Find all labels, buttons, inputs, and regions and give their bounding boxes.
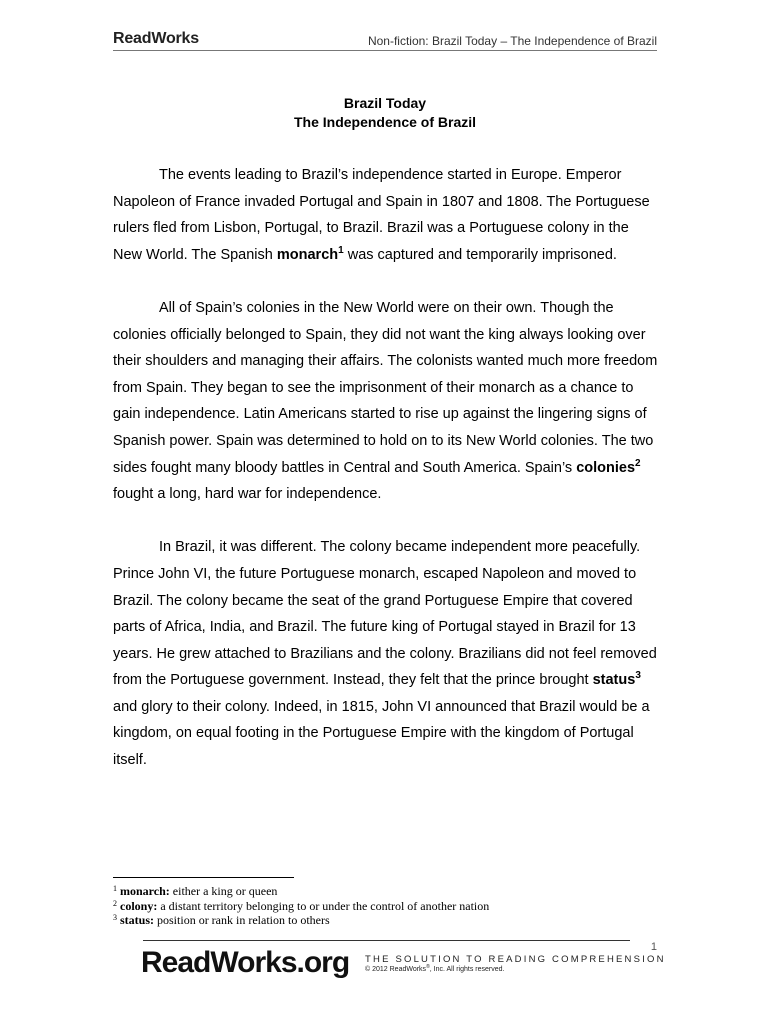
footer-copyright xyxy=(365,966,504,973)
footnote-number: 1 xyxy=(113,884,117,893)
header-logo: ReadWorks xyxy=(113,30,199,47)
copyright-text-pre: © 2012 ReadWorks xyxy=(365,966,427,973)
footer-tagline: THE SOLUTION TO READING COMPREHENSION xyxy=(365,954,666,965)
title-line-2: The Independence of Brazil xyxy=(293,114,477,130)
footnote-definition: a distant territory belonging to or under the control of another nation xyxy=(157,898,490,913)
footnote-definition: either a king or queen xyxy=(169,884,278,898)
footnote-number: 3 xyxy=(113,913,117,922)
footnote-ref-3: 3 xyxy=(635,670,641,682)
paragraph-1-text-after: was captured and temporarily imprisoned. xyxy=(343,246,617,263)
paragraph-2 xyxy=(113,295,660,508)
paragraph-2-text-after: fought a long, hard war for independence. xyxy=(113,486,382,503)
footnote-term: status: xyxy=(120,913,155,927)
page-number: 1 xyxy=(650,941,657,953)
paragraph-1-text-before: The events leading to Brazil’s independence started in Europe. Emperor Napoleon of France invaded Portugal and Spain in 1807 and 1808. The Portuguese rulers fled from Lisbon, Portugal, to Brazil. Brazil was a Portuguese colony in the New World. The Spanish xyxy=(113,167,650,263)
vocab-term-monarch: monarch xyxy=(276,246,339,263)
header-rule xyxy=(113,50,657,51)
paragraph-2-text-before: All of Spain’s colonies in the New World were on their own. Though the colonies officially belonged to Spain, they did not want the king always looking over their shoulders and managing their affairs. The colonists wanted much more freedom from Spain. They began to see the imprisonment of their monarch as a chance to gain independence. Latin Americans started to rise up against the lingering signs of Spanish power. Spain was determined to hold on to its New World colonies. The two sides fought many bloody battles in Central and South America. Spain’s xyxy=(113,299,658,476)
footnote-ref-2: 2 xyxy=(635,457,641,469)
article-body xyxy=(113,162,660,800)
header-title: Non-fiction: Brazil Today – The Independence of Brazil xyxy=(367,34,657,48)
footnote-term: colony: xyxy=(120,898,158,913)
paragraph-3 xyxy=(113,534,660,773)
footnote-rule xyxy=(113,877,294,878)
footnote-term: monarch: xyxy=(120,884,170,898)
footer-logo: ReadWorks.org xyxy=(141,946,350,979)
copyright-text-post: , Inc. All rights reserved. xyxy=(429,966,505,973)
paragraph-3-text-before: In Brazil, it was different. The colony became independent more peacefully. Prince John VI, the future Portuguese monarch, escaped Napoleon and moved to Brazil. The colony became the seat of the grand Portuguese Empire that covered parts of Africa, India, and Brazil. The future king of Portugal stayed in Brazil for 13 years. He grew attached to Brazilians and the colony. Brazilians did not feel removed from the Portuguese government. Instead, they felt that the prince brought xyxy=(113,539,657,689)
footnote-3 xyxy=(113,913,673,928)
footnote-1 xyxy=(113,884,673,899)
footer-rule xyxy=(143,940,630,941)
vocab-term-status: status xyxy=(592,672,636,689)
vocab-term-colonies: colonies xyxy=(576,459,636,476)
footnote-number: 2 xyxy=(113,898,117,908)
paragraph-3-text-after: and glory to their colony. Indeed, in 1815, John VI announced that Brazil would be a kingdom, on equal footing in the Portuguese Empire with the kingdom of Portugal itself. xyxy=(113,698,650,769)
document-title xyxy=(113,94,657,132)
footnotes xyxy=(113,884,673,928)
footnote-2 xyxy=(113,899,673,914)
footnote-ref-1: 1 xyxy=(338,244,344,256)
registered-mark: ® xyxy=(426,964,430,970)
title-line-1: Brazil Today xyxy=(343,95,427,111)
paragraph-1 xyxy=(113,162,660,268)
footnote-definition: position or rank in relation to others xyxy=(154,913,330,927)
